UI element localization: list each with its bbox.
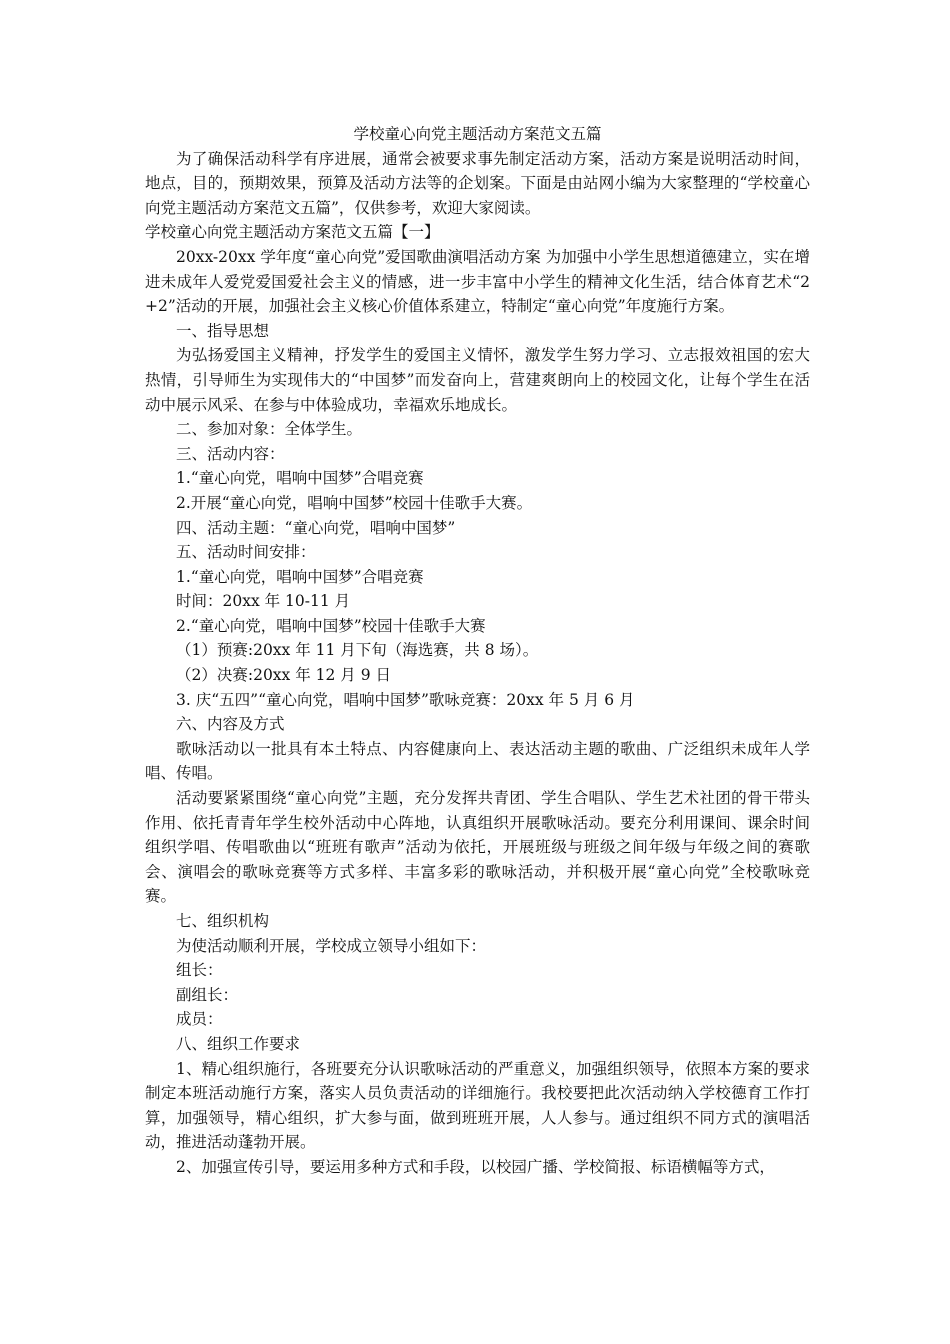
body-paragraph: 为使活动顺利开展，学校成立领导小组如下：	[176, 936, 487, 955]
body-paragraph: （2）决赛:20xx 年 12 月 9 日	[176, 666, 392, 685]
body-paragraph: 3. 庆“五四”“童心向党，唱响中国梦”歌咏竞赛：20xx 年 5 月 6 月	[176, 690, 635, 709]
body-paragraph: 一、指导思想	[176, 321, 270, 340]
body-paragraph: 七、组织机构	[176, 912, 270, 930]
body-paragraph: 20xx-20xx 学年度“童心向党”爱国歌曲演唱活动方案 为加强中小学生思想道德建立，实在增进未成年人爱党爱国爱社会主义的情感，进一步丰富中小学生的精神文化生活，结合体育艺术“2+2”活动的开展，加强社会主义核心价值体系建立，特制定“童心向党”年度施行方案。	[145, 247, 810, 316]
document-title: 学校童心向党主题活动方案范文五篇	[353, 125, 602, 143]
intro-paragraph: 为了确保活动科学有序进展，通常会被要求事先制定活动方案，活动方案是说明活动时间，地点，目的，预期效果，预算及活动方法等的企划案。下面是由站网小编为大家整理的“学校童心向党主题活动方案范文五篇”，仅供参考，欢迎大家阅读。	[145, 149, 810, 217]
body-paragraph: 2、加强宣传引导，要运用多种方式和手段，以校园广播、学校简报、标语横幅等方式，	[176, 1157, 775, 1176]
body-paragraph: 1.“童心向党，唱响中国梦”合唱竞赛	[176, 567, 424, 586]
body-paragraph: 四、活动主题：“童心向党，唱响中国梦”	[176, 518, 456, 537]
body-paragraph: 为弘扬爱国主义精神，抒发学生的爱国主义情怀，激发学生努力学习、立志报效祖国的宏大热情，引导师生为实现伟大的“中国梦”而发奋向上，营建爽朗向上的校园文化，让每个学生在活动中展示风采、在参与中体验成功，幸福欢乐地成长。	[145, 346, 810, 414]
body-paragraph: 1、精心组织施行，各班要充分认识歌咏活动的严重意义，加强组织领导，依照本方案的要求制定本班活动施行方案，落实人员负责活动的详细施行。我校要把此次活动纳入学校德育工作打算，加强领导，精心组织，扩大参与面，做到班班开展，人人参与。通过组织不同方式的演唱活动，推进活动蓬勃开展。	[145, 1059, 810, 1152]
body-paragraph: 2.开展“童心向党，唱响中国梦”校园十佳歌手大赛。	[176, 493, 533, 512]
section-heading: 学校童心向党主题活动方案范文五篇【一】	[145, 223, 440, 242]
body-paragraph: 2.“童心向党，唱响中国梦”校园十佳歌手大赛	[176, 616, 486, 635]
body-paragraph: （1）预赛:20xx 年 11 月下旬（海选赛，共 8 场）。	[176, 641, 539, 660]
body-paragraph: 歌咏活动以一批具有本土特点、内容健康向上、表达活动主题的歌曲、广泛组织未成年人学唱、传唱。	[145, 739, 810, 783]
body-paragraph: 活动要紧紧围绕“童心向党”主题，充分发挥共青团、学生合唱队、学生艺术社团的骨干带头作用、依托青青年学生校外活动中心阵地，认真组织开展歌咏活动。要充分利用课间、课余时间组织学唱、传唱歌曲以“班班有歌声”活动为依托，开展班级与班级之间年级与年级之间的赛歌会、演唱会的歌咏竞赛等方式多样、丰富多彩的歌咏活动，并积极开展“童心向党”全校歌咏竞赛。	[145, 789, 810, 906]
body-paragraph: 五、活动时间安排：	[176, 543, 316, 562]
document-body	[145, 245, 810, 1180]
body-paragraph: 副组长：	[176, 985, 239, 1004]
body-paragraph: 八、组织工作要求	[176, 1034, 301, 1053]
body-paragraph: 三、活动内容：	[176, 444, 285, 463]
body-paragraph: 组长：	[176, 961, 223, 980]
body-paragraph: 时间：20xx 年 10-11 月	[176, 592, 351, 611]
body-paragraph: 二、参加对象：全体学生。	[176, 420, 363, 439]
body-paragraph: 成员：	[176, 1010, 223, 1029]
body-paragraph: 1.“童心向党，唱响中国梦”合唱竞赛	[176, 469, 424, 488]
body-paragraph: 六、内容及方式	[176, 715, 285, 734]
document-page	[145, 122, 810, 1180]
